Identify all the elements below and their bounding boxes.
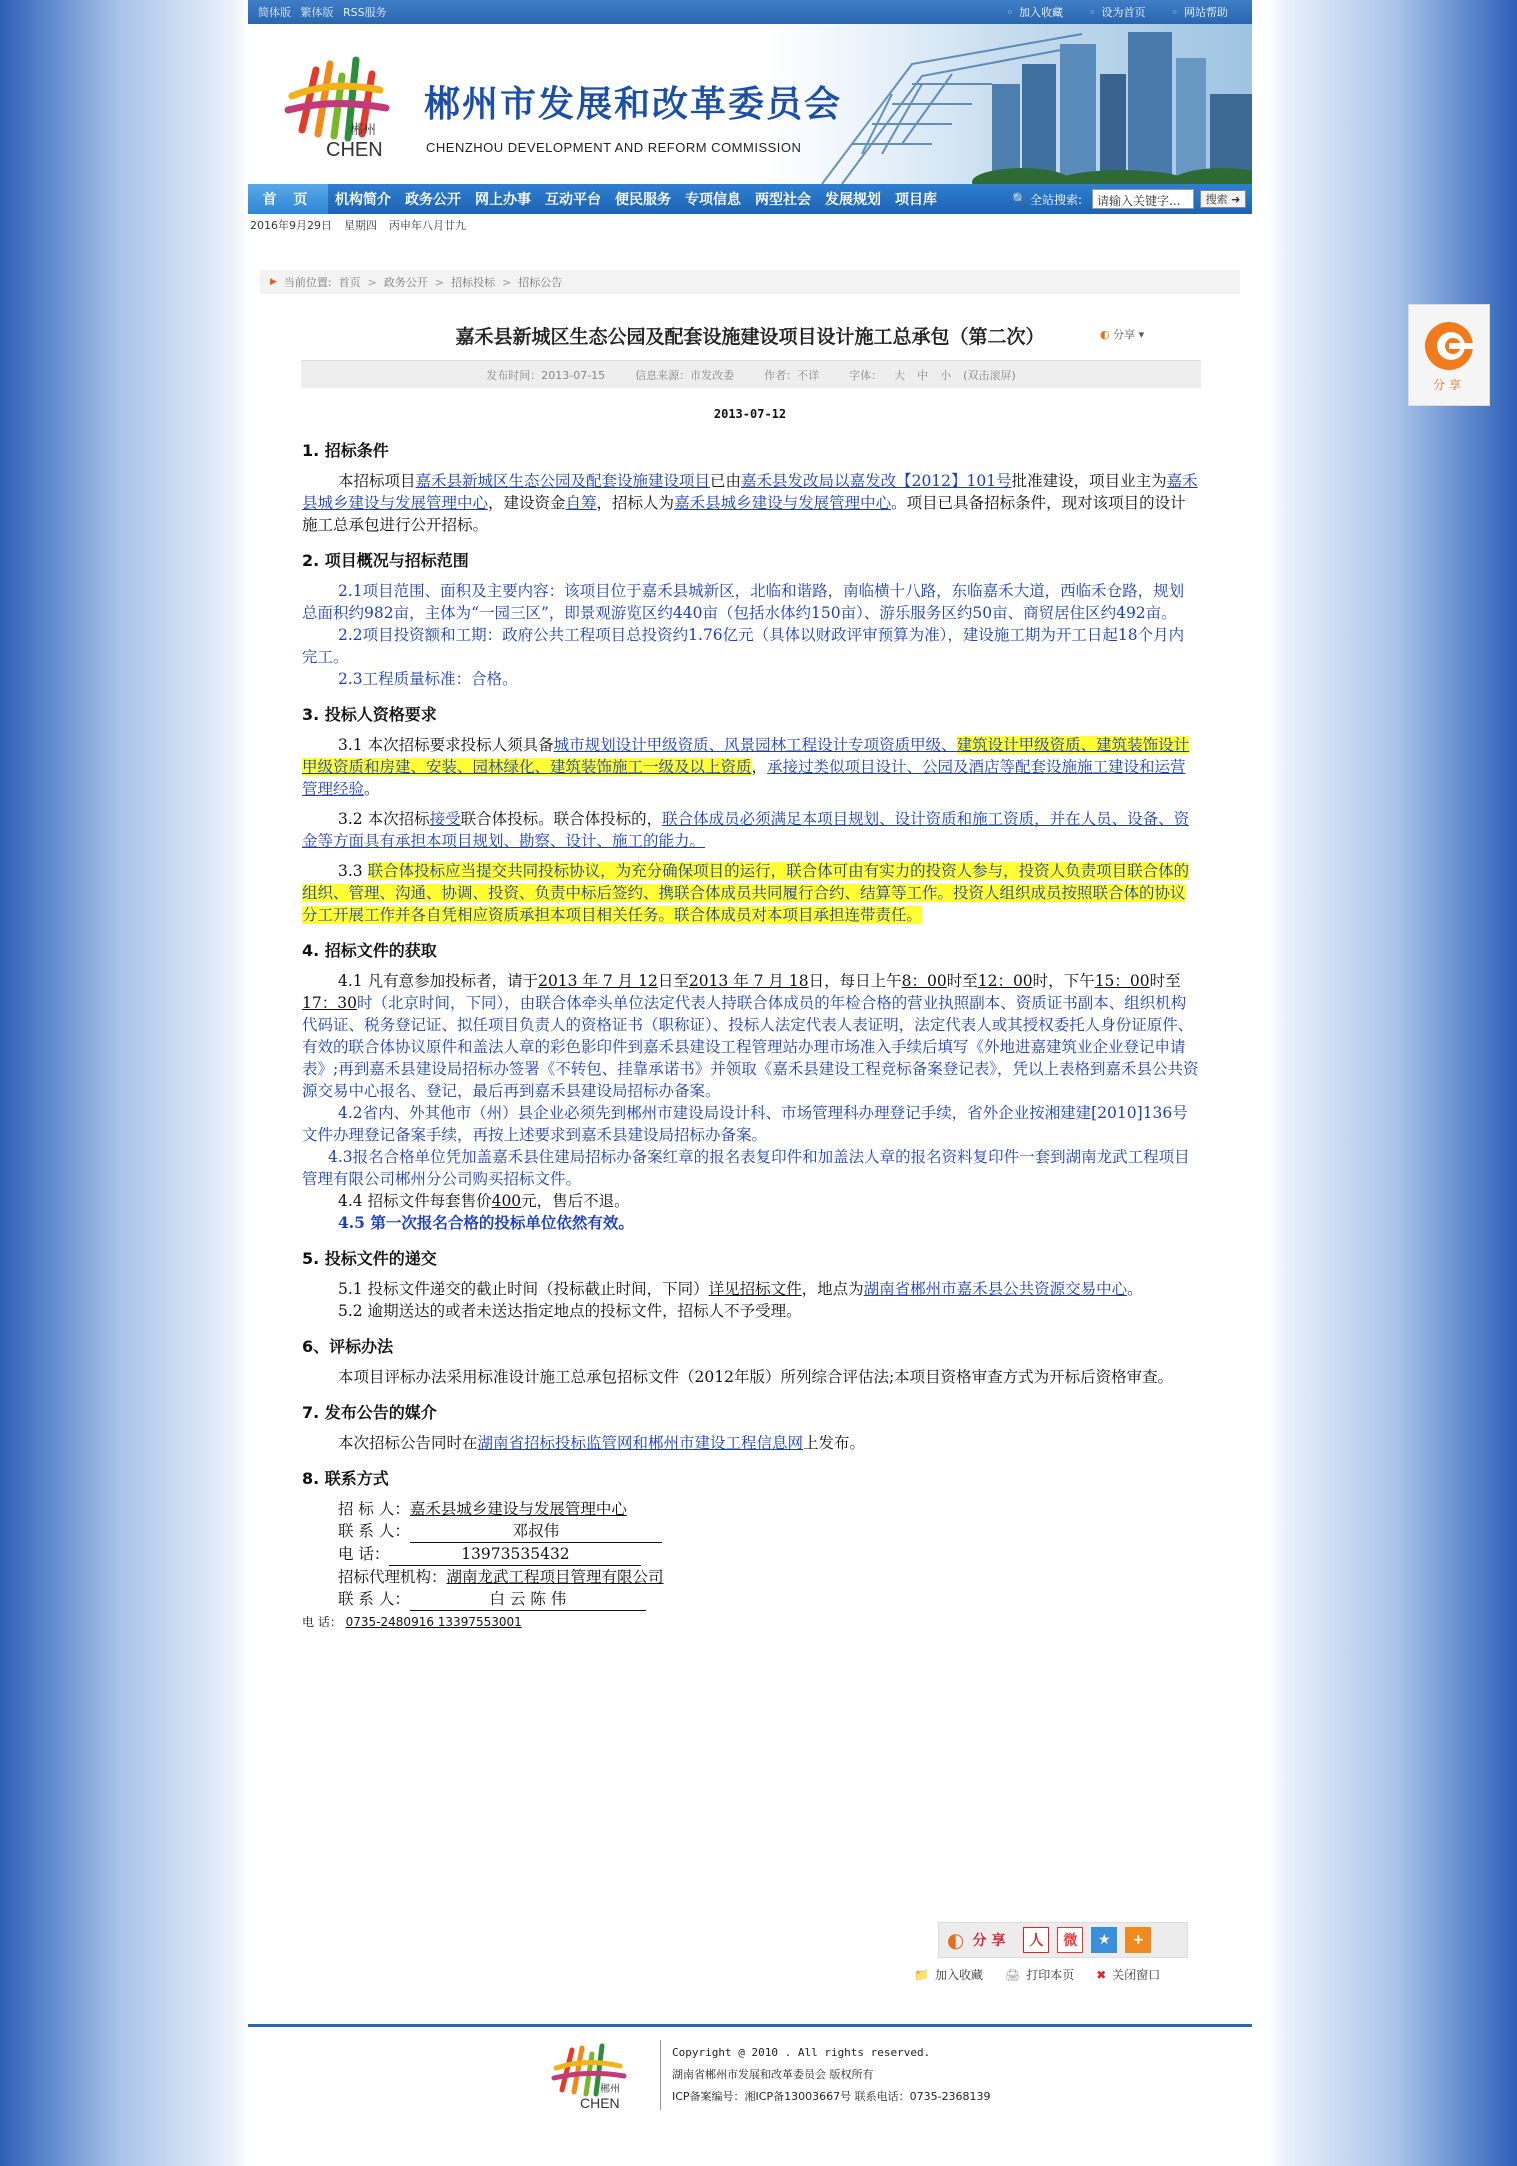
side-share-widget[interactable] bbox=[1408, 304, 1490, 406]
people-daily-share-icon[interactable]: 人 bbox=[1023, 1927, 1049, 1953]
nav-item-planning[interactable]: 发展规划 bbox=[825, 192, 881, 208]
print-icon: 🖨 bbox=[1004, 1968, 1021, 1982]
more-share-button[interactable]: + bbox=[1125, 1927, 1151, 1953]
weibo-share-icon[interactable]: 微 bbox=[1057, 1927, 1083, 1953]
search-label: 🔍 全站搜索: bbox=[1012, 192, 1082, 207]
share-small-icon: ◐ bbox=[1100, 328, 1110, 341]
nav-item-project-library[interactable]: 项目库 bbox=[895, 192, 937, 208]
close-window-link[interactable]: ✖ 关闭窗口 bbox=[1096, 1968, 1161, 1982]
svg-text:郴州: 郴州 bbox=[350, 123, 377, 138]
link-add-favorite[interactable]: ◦ 加入收藏 bbox=[1007, 4, 1064, 20]
svg-text:CHEN: CHEN bbox=[326, 139, 383, 161]
paragraph: 3.3 联合体投标应当提交共同投标协议，为充分确保项目的运行，联合体可由有实力的投资人参与，投资人负责项目联合体的组织、管理、沟通、协调、投资、负责中标后签约、携联合体成员共同履行合约、结算等工作。投资人组织成员按照联合体的协议分工开展工作并各自凭相应资质承担本项目相关任务。联合体成员对本项目承担连带责任。 bbox=[302, 862, 1190, 924]
nav-item-public-services[interactable]: 便民服务 bbox=[615, 192, 671, 208]
section-heading: 8. 联系方式 bbox=[302, 1469, 389, 1488]
paragraph: 4.2省内、外其他市（州）县企业必须先到郴州市建设局设计科、市场管理科办理登记手续，省外企业按湘建建[2010]136号文件办理登记备案手续，再按上述要求到嘉禾县建设局招标办备案。 bbox=[302, 1104, 1188, 1144]
paragraph: 本项目评标办法采用标准设计施工总承包招标文件（2012年版）所列综合评估法;本项目资格审查方式为开标后资格审查。 bbox=[338, 1368, 1174, 1386]
footer bbox=[248, 2036, 1252, 2116]
link-set-homepage[interactable]: ◦ 设为首页 bbox=[1089, 4, 1146, 20]
section-heading: 4. 招标文件的获取 bbox=[302, 941, 437, 960]
article-date: 2013-07-12 bbox=[713, 407, 787, 421]
city-skyline-image bbox=[782, 24, 1252, 184]
paragraph: 3.1 本次招标要求投标人须具备城市规划设计甲级资质、风景园林工程设计专项资质甲级、建筑设计甲级资质、建筑装饰设计甲级资质和房建、安装、园林绿化、建筑装饰施工一级及以上资质，承接过类似项目设计、公园及酒店等配套设施施工建设和运营管理经验。 bbox=[302, 736, 1190, 798]
info-source: 信息来源：市发改委 bbox=[635, 368, 735, 382]
footer-divider bbox=[248, 2024, 1252, 2027]
paragraph: 本招标项目嘉禾县新城区生态公园及配套设施建设项目已由嘉禾县发改局以嘉发改【2012】101号批准建设，项目业主为嘉禾县城乡建设与发展管理中心，建设资金自筹，招标人为嘉禾县城乡建设与发展管理中心。项目已具备招标条件，现对该项目的设计施工总承包进行公开招标。 bbox=[302, 472, 1198, 534]
org-name: 郴州市发展和改革委员会 bbox=[424, 84, 843, 125]
main-nav bbox=[248, 184, 1252, 214]
share-logo-icon bbox=[1421, 318, 1477, 374]
nav-item-about[interactable]: 机构简介 bbox=[335, 192, 391, 208]
page bbox=[248, 0, 1252, 2166]
lunar-date: 丙申年八月廿九 bbox=[389, 219, 466, 232]
section-heading: 5. 投标文件的递交 bbox=[302, 1249, 437, 1268]
contact-person: 邓叔伟 bbox=[410, 1520, 662, 1543]
agent-name: 湖南龙武工程项目管理有限公司 bbox=[446, 1568, 664, 1586]
contact-info: 招 标 人：嘉禾县城乡建设与发展管理中心 联 系 人： 邓叔伟 电 话： 13973535432 招标代理机构：湖南龙武工程项目管理有限公司 联 系 人： 白 云 陈 伟 电 话： 0735-2480916 13397553001 bbox=[302, 1500, 664, 1629]
nav-home[interactable]: 首 页 bbox=[248, 184, 328, 214]
paragraph: 2.2项目投资额和工期：政府公共工程项目总投资约1.76亿元（具体以财政评审预算为准），建设施工期为开工日起18个月内完工。 bbox=[302, 626, 1185, 666]
top-bar bbox=[248, 0, 1252, 24]
paragraph: 2.3工程质量标准：合格。 bbox=[338, 670, 518, 688]
search-button[interactable]: 搜索 ➜ bbox=[1200, 190, 1246, 208]
paragraph: 4.5 第一次报名合格的投标单位依然有效。 bbox=[338, 1213, 634, 1232]
share-label[interactable]: 分 享 bbox=[972, 1933, 1006, 1949]
search-icon: 🔍 bbox=[1012, 192, 1027, 206]
link-traditional[interactable]: 繁体版 bbox=[300, 6, 334, 19]
footer-text bbox=[672, 2042, 991, 2108]
font-small-button[interactable]: 小 bbox=[940, 368, 952, 382]
search-input[interactable]: 请输入关键字... bbox=[1092, 189, 1194, 209]
breadcrumb-arrow-icon: ▶ bbox=[270, 277, 277, 287]
breadcrumb-bidding[interactable]: 招标投标 bbox=[451, 276, 496, 289]
section-heading: 1. 招标条件 bbox=[302, 441, 389, 460]
copyright: Copyright @ 2010 . All rights reserved. bbox=[672, 2046, 931, 2059]
owner: 湖南省郴州市发展和改革委员会 版权所有 bbox=[672, 2068, 874, 2081]
paragraph: 2.1项目范围、面积及主要内容：该项目位于嘉禾县城新区，北临和谐路，南临横十八路，东临嘉禾大道，西临禾仓路，规划总面积约982亩，主体为“一园三区”，即景观游览区约440亩（包括水体约150亩）、游乐服务区约50亩、商贸居住区约492亩。 bbox=[302, 582, 1185, 622]
contact-phone: 13973535432 bbox=[389, 1543, 641, 1566]
section-heading: 3. 投标人资格要求 bbox=[302, 705, 437, 724]
print-link[interactable]: 🖨 打印本页 bbox=[1004, 1968, 1075, 1982]
breadcrumb: ▶ 当前位置: 首页 > 政务公开 > 招标投标 > 招标公告 bbox=[260, 270, 1240, 294]
footer-logo bbox=[550, 2040, 640, 2112]
article-title: 嘉禾县新城区生态公园及配套设施建设项目设计施工总承包（第二次） bbox=[455, 326, 1045, 348]
icp-info: ICP备案编号：湘ICP备13003667号 联系电话：0735-2368139 bbox=[672, 2090, 991, 2103]
share-dropdown[interactable]: ◐ 分享 ▾ bbox=[1100, 328, 1145, 341]
tenderer-name: 嘉禾县城乡建设与发展管理中心 bbox=[409, 1500, 627, 1518]
side-share-label: 分享 bbox=[1432, 377, 1465, 392]
article-body bbox=[302, 440, 1199, 1633]
section-heading: 2. 项目概况与招标范围 bbox=[302, 551, 469, 570]
nav-item-interaction[interactable]: 互动平台 bbox=[545, 192, 601, 208]
favorite-icon: 📁 bbox=[914, 1968, 929, 1982]
scroll-hint: (双击滚屏) bbox=[963, 368, 1016, 382]
paragraph: 4.3报名合格单位凭加盖嘉禾县住建局招标办备案红章的报名表复印件和加盖法人章的报名资料复印件一套到湖南龙武工程项目管理有限公司郴州分公司购买招标文件。 bbox=[302, 1148, 1190, 1188]
current-weekday: 星期四 bbox=[344, 219, 377, 232]
font-medium-button[interactable]: 中 bbox=[917, 368, 929, 382]
current-date: 2016年9月29日 bbox=[250, 219, 332, 232]
paragraph: 本次招标公告同时在湖南省招标投标监管网和郴州市建设工程信息网上发布。 bbox=[338, 1434, 866, 1452]
agent-contact: 白 云 陈 伟 bbox=[410, 1588, 646, 1611]
close-icon: ✖ bbox=[1096, 1968, 1107, 1982]
publish-time: 发布时间：2013-07-15 bbox=[486, 368, 606, 382]
share-bar bbox=[938, 1922, 1188, 1958]
font-size-control: 字体： 大 中 小 (双击滚屏) bbox=[849, 368, 1016, 382]
paragraph: 5.2 逾期送达的或者未送达指定地点的投标文件，招标人不予受理。 bbox=[338, 1302, 802, 1320]
nav-item-online-services[interactable]: 网上办事 bbox=[475, 192, 531, 208]
svg-text:郴州: 郴州 bbox=[600, 2084, 620, 2095]
page-tools bbox=[914, 1966, 1160, 1983]
paragraph: 4.4 招标文件每套售价400元，售后不退。 bbox=[338, 1192, 630, 1210]
nav-item-special-info[interactable]: 专项信息 bbox=[685, 192, 741, 208]
header-banner bbox=[248, 24, 1252, 184]
paragraph: 4.1 凡有意参加投标者，请于2013 年 7 月 12日至2013 年 7 月 18日，每日上午8：00时至12：00时，下午15：00时至17：30时（北京时间，下同），由联合体牵头单位法定代表人持联合体成员的年检合格的营业执照副本、资质证书副本、组织机构代码证、税务登记证、拟任项目负责人的资格证书（职称证）、投标人法定代表人表证明，法定代表人或其授权委托人身份证原件、有效的联合体协议原件和盖法人章的彩色影印件到嘉禾县建设工程管理站办理市场准入手续后填写《外地进嘉建筑业企业登记申请表》;再到嘉禾县建设局招标办签署《不转包、挂靠承诺书》并领取《嘉禾县建设工程竞标备案登记表》，凭以上表格到嘉禾县公共资源交易中心报名、登记，最后再到嘉禾县建设局招标办备案。 bbox=[302, 972, 1199, 1100]
paragraph: 3.2 本次招标接受联合体投标。联合体投标的，联合体成员必须满足本项目规划、设计资质和施工资质，并在人员、设备、资金等方面具有承担本项目规划、勘察、设计、施工的能力。 bbox=[302, 810, 1190, 850]
nav-item-two-type-society[interactable]: 两型社会 bbox=[755, 192, 811, 208]
author: 作者：不详 bbox=[764, 368, 820, 382]
share-logo-icon: ◐ bbox=[947, 1928, 965, 1952]
article-meta bbox=[301, 360, 1201, 388]
date-bar bbox=[248, 214, 1252, 236]
font-large-button[interactable]: 大 bbox=[894, 368, 906, 382]
breadcrumb-government-affairs[interactable]: 政务公开 bbox=[383, 276, 428, 289]
paragraph: 5.1 投标文件递交的截止时间（投标截止时间，下同）详见招标文件，地点为湖南省郴州市嘉禾县公共资源交易中心。 bbox=[338, 1280, 1143, 1298]
section-heading: 6、评标办法 bbox=[302, 1337, 394, 1356]
breadcrumb-home[interactable]: 首页 bbox=[338, 276, 361, 289]
add-favorite-link[interactable]: 📁 加入收藏 bbox=[914, 1968, 983, 1982]
agent-phone: 0735-2480916 13397553001 bbox=[345, 1615, 522, 1629]
qzone-share-icon[interactable]: ★ bbox=[1091, 1927, 1117, 1953]
svg-text:CHEN: CHEN bbox=[580, 2095, 620, 2111]
breadcrumb-bidding-notice[interactable]: 招标公告 bbox=[518, 276, 563, 289]
org-name-english: CHENZHOU DEVELOPMENT AND REFORM COMMISSION bbox=[426, 140, 802, 155]
nav-item-government-affairs[interactable]: 政务公开 bbox=[405, 192, 461, 208]
section-heading: 7. 发布公告的媒介 bbox=[302, 1403, 437, 1422]
link-help[interactable]: ◦ 网站帮助 bbox=[1172, 4, 1229, 20]
link-simplified[interactable]: 简体版 bbox=[258, 6, 291, 19]
link-rss[interactable]: RSS服务 bbox=[343, 6, 387, 19]
site-logo[interactable] bbox=[282, 50, 402, 166]
